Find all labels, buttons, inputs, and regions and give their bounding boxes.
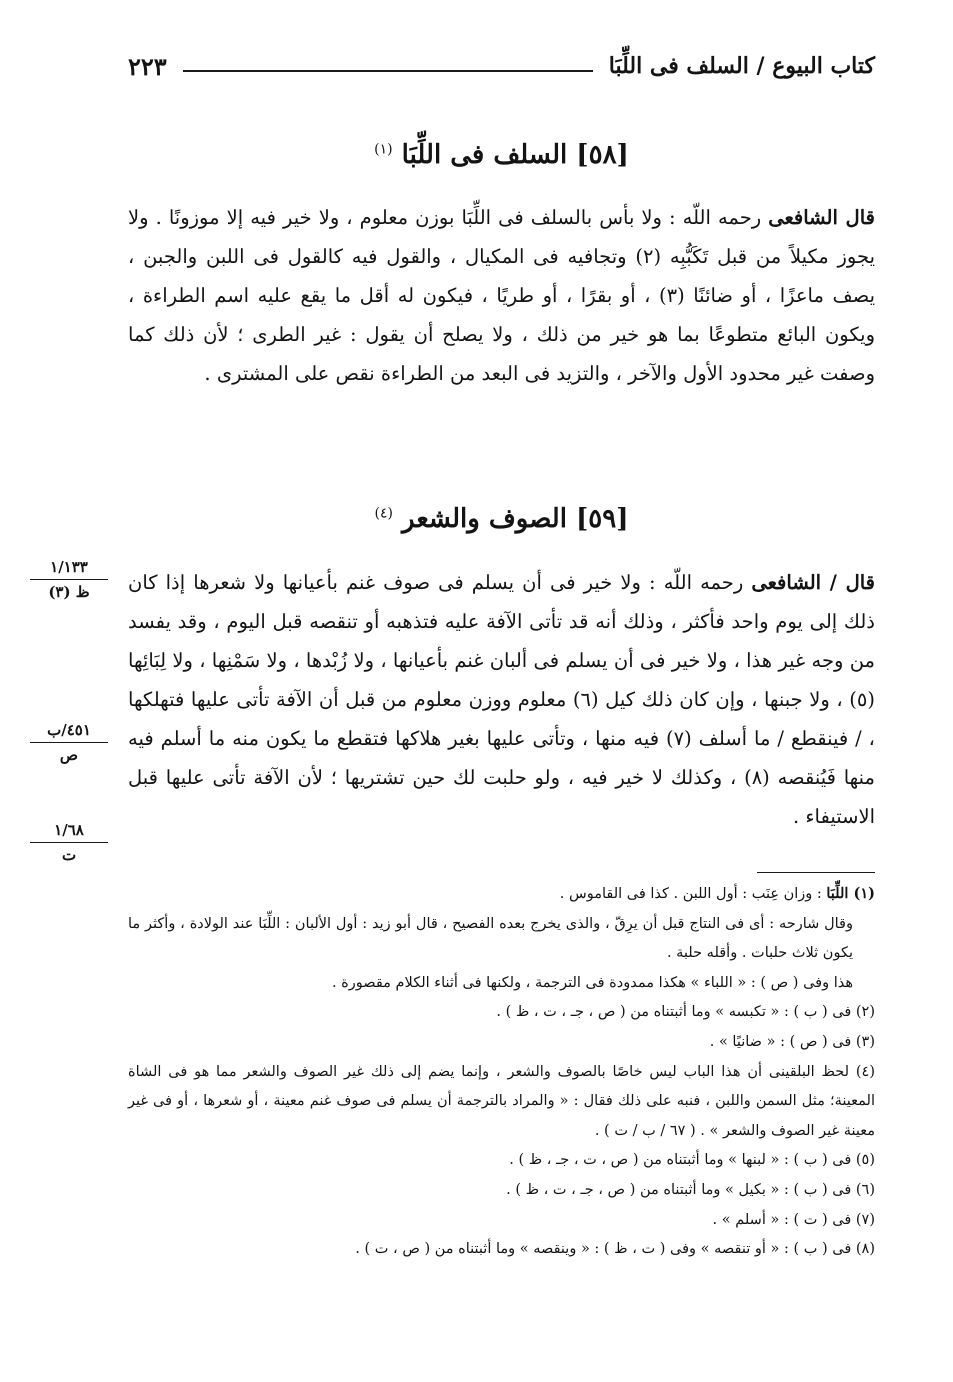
footnote-1-head: (١) اللِّبَا <box>826 885 875 902</box>
footnote-7: (٧) فى ( ت ) : « أسلم » . <box>712 1211 875 1228</box>
chapter-heading-59-text: [٥٩] الصوف والشعر <box>402 504 629 534</box>
margin-reference-folio: ١/١٣٣ <box>30 557 108 580</box>
running-header <box>128 46 875 86</box>
chapter-heading-58-text: [٥٨] السلف فى اللِّبَا <box>401 140 629 170</box>
section-58-text: رحمه اللّه : ولا بأس بالسلف فى اللِّبَا بوزن معلوم ، ولا خير فيه إلا موزونًا . ولا يجوز مكيلاً من قبل تَكَبُّبِه (٢) وتجافيه فى المكيال ، والقول فيه كالقول فى اللبن والجبن ، يصف ماعزًا ، أو ضائنًا (٣) ، أو بقرًا ، أو طريًا ، فيكون له أقل ما يقع عليه اسم الطراءة ، ويكون البائع متطوعًا بما هو خير من ذلك ، ولا يصلح أن يقول : غير الطرى ؛ لأن ذلك كما وصفت غير محدود الأول والآخر ، والتزيد فى البعد من الطراءة نقص على المشترى . <box>128 206 875 385</box>
margin-reference <box>30 557 108 602</box>
margin-reference <box>30 720 108 765</box>
footnote-6: (٦) فى ( ب ) : « بكيل » وما أثبتناه من ( ص ، جـ ، ت ، ظ ) . <box>506 1181 875 1198</box>
section-58-lead: قال الشافعى <box>768 206 875 229</box>
chapter-heading-58 <box>128 140 875 170</box>
page-number: ٢٢٣ <box>128 51 167 81</box>
margin-reference-manuscript: ظ (٣) <box>48 583 90 601</box>
chapter-heading-59 <box>128 504 875 534</box>
section-59-text: رحمه اللّه : ولا خير فى أن يسلم فى صوف غنم بأعيانها ولا شعرها إذا كان ذلك إلى يوم واحد فأكثر ، وذلك أنه قد تأتى الآفة عليه فتذهبه أو تنقصه قبل اليوم ، وقد يفسد من وجه غير هذا ، ولا خير فى أن يسلم فى ألبان غنم بأعيانها ، ولا زُبْدها ، ولا سَمْنِها ، ولا لِبَائِها (٥) ، ولا جبنها ، وإن كان ذلك كيل (٦) معلوم ووزن معلوم من قبل أن الآفة تأتى عليها فتهلكها ، / فينقطع / ما أسلف (٧) فيه منها ، وتأتى عليها بغير هلاكها فتقطع ما يكون منه ما أسلم فيه منها فَيُنقصه (٨) ، وكذلك لا خير فيه ، ولو حلبت لك حين تشتريها ؛ لأن الآفة تأتى عليها قبل الاستيفاء . <box>128 571 875 828</box>
header-rule <box>183 70 593 72</box>
footnote-1-text: : وزان عِنَب : أول اللبن . كذا فى القاموس . <box>559 886 827 902</box>
footnote-1-continuation: وقال شارحه : أى فى النتاج قبل أن يرِقّ ، والذى يخرج بعده الفصيح ، قال أبو زيد : أول الألبان : اللِّبَا عند الولادة ، وأكثر ما يكون ثلاث حلبات . وأقله حلبة . <box>128 915 853 962</box>
footnote-1 <box>128 879 875 910</box>
margin-reference-folio: ٤٥١/ب <box>30 720 108 743</box>
margin-reference-folio: ١/٦٨ <box>30 820 108 843</box>
margin-reference-manuscript: ص <box>59 746 79 764</box>
footnote-4: (٤) لحظ البلقينى أن هذا الباب ليس خاصًا بالصوف والشعر ، وإنما يضم إلى ذلك غير الصوف والشعر مما هو فى الشاة المعينة؛ مثل السمن واللبن ، فنبه على ذلك فقال : « والمراد بالترجمة أن يسلم فى صوف غنم معينة ، أو شعرها ، أو فى غير معينة غير الصوف والشعر » . ( ٦٧ / ب / ت ) . <box>128 1063 875 1139</box>
footnotes <box>128 879 875 1265</box>
margin-reference-manuscript: ت <box>61 846 77 864</box>
footnote-1-note: هذا وفى ( ص ) : « اللباء » هكذا ممدودة فى الترجمة ، ولكنها فى أثناء الكلام مقصورة . <box>331 974 853 991</box>
section-58-paragraph <box>128 198 875 393</box>
running-header-title: كتاب البيوع / السلف فى اللِّبَا <box>608 53 875 79</box>
footnote-separator <box>757 872 875 873</box>
footnote-8: (٨) فى ( ب ) : « أو تنقصه » وفى ( ت ، ظ ) : « وينقصه » وما أثبتناه من ( ص ، ت ) . <box>355 1241 875 1258</box>
footnote-ref-1: (١) <box>374 141 393 158</box>
footnote-5: (٥) فى ( ب ) : « لبنها » وما أثبتناه من ( ص ، ت ، جـ ، ظ ) . <box>509 1152 875 1169</box>
footnote-2: (٢) فى ( ب ) : « تكبسه » وما أثبتناه من ( ص ، جـ ، ت ، ظ ) . <box>496 1004 875 1021</box>
footnote-ref-4: (٤) <box>374 505 393 522</box>
section-59-lead: قال / الشافعى <box>751 571 875 594</box>
section-59-paragraph <box>128 563 875 836</box>
margin-reference <box>30 820 108 865</box>
footnote-3: (٣) فى ( ص ) : « ضانيًا » . <box>709 1033 875 1050</box>
